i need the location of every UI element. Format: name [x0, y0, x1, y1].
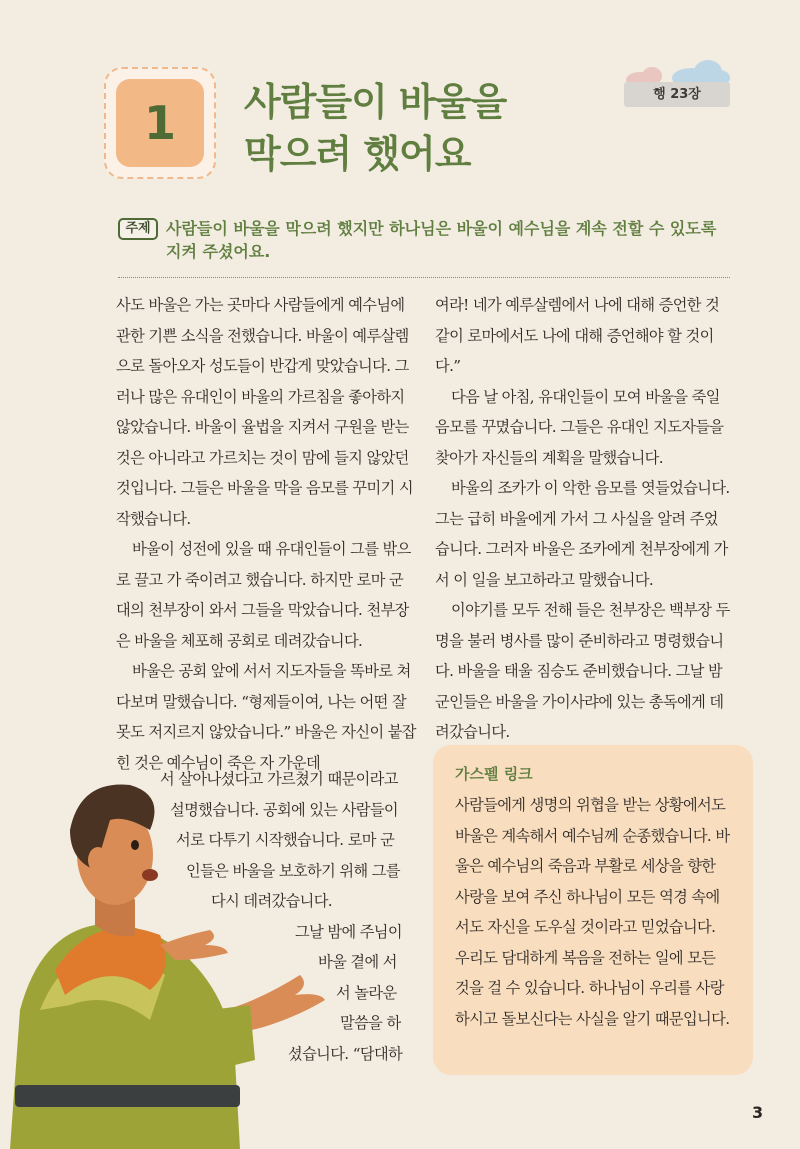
- right-paragraph-4: 이야기를 모두 전해 들은 천부장은 백부장 두 명을 불러 병사를 많이 준비하라고 명령했습니다. 바울을 태울 짐승도 준비했습니다. 그날 밤 군인들은 바울을 가이사랴에 있는 총독에게 데려갔습니다.: [435, 601, 730, 741]
- lesson-title: [244, 76, 604, 180]
- gospel-link-body: 사람들에게 생명의 위협을 받는 상황에서도 바울은 계속해서 예수님께 순종했습니다. 바울은 예수님의 죽음과 부활로 세상을 향한 사랑을 보여 주신 하나님이 모든 역경 속에서도 자신을 도우실 것이라고 믿었습니다. 우리도 담대하게 복음을 전하는 일에 모든 것을 걸 수 있습니다. 하나님이 우리를 사랑하시고 돌보신다는 사실을 알기 때문입니다.: [455, 796, 730, 1028]
- right-paragraph-3: 바울의 조카가 이 악한 음모를 엿들었습니다. 그는 급히 바울에게 가서 그 사실을 알려 주었습니다. 그러자 바울은 조카에게 천부장에게 가서 이 일을 보고하라고 말했습니다.: [435, 479, 730, 589]
- lesson-title-line1: 사람들이 바울을: [244, 80, 507, 124]
- gospel-link-box: [433, 745, 753, 1075]
- lesson-title-line2: 막으려 했어요: [244, 132, 471, 176]
- wrap-line: 셨습니다. “담대하: [288, 1045, 403, 1063]
- left-paragraph-2: 바울이 성전에 있을 때 유대인들이 그를 밖으로 끌고 가 죽이려고 했습니다. 하지만 로마 군대의 천부장이 와서 그들을 막았습니다. 천부장은 바울을 체포해 공회로 데려갔습니다.: [116, 540, 411, 650]
- dotted-divider: [118, 277, 730, 278]
- theme-text: 사람들이 바울을 막으려 했지만 하나님은 바울이 예수님을 계속 전할 수 있도록 지켜 주셨어요.: [166, 219, 717, 261]
- right-column: [435, 290, 731, 748]
- wrap-line: 그날 밤에 주님이: [295, 923, 402, 941]
- wrap-line: 서 살아나셨다고 가르쳤기 때문이라고: [160, 770, 398, 788]
- wrap-line: 서로 다투기 시작했습니다. 로마 군: [176, 831, 395, 849]
- left-column: [116, 290, 416, 778]
- gospel-link-title: 가스펠 링크: [455, 765, 533, 783]
- right-paragraph-1: 여라! 네가 예루살렘에서 나에 대해 증언한 것 같이 로마에서도 나에 대해 증언해야 할 것이다.”: [435, 296, 720, 375]
- left-paragraph-3: 바울은 공회 앞에 서서 지도자들을 똑바로 쳐다보며 말했습니다. “형제들이여, 나는 어떤 잘못도 저지르지 않았습니다.” 바울은 자신이 붙잡힌 것은 예수님이 죽은 자 가운데: [116, 662, 416, 772]
- wrap-line: 인들은 바울을 보호하기 위해 그를: [186, 862, 400, 880]
- wrap-line: 다시 데려갔습니다.: [211, 892, 333, 910]
- wrap-line: 바울 곁에 서: [318, 953, 397, 971]
- lesson-number: 1: [116, 79, 204, 167]
- theme-label: 주제: [118, 218, 158, 240]
- left-paragraph-1: 사도 바울은 가는 곳마다 사람들에게 예수님에 관한 기쁜 소식을 전했습니다. 바울이 예루살렘으로 돌아오자 성도들이 반갑게 맞았습니다. 그러나 많은 유대인이 바울의 가르침을 좋아하지 않았습니다. 바울이 율법을 지켜서 구원을 받는 것은 아니라고 가르치는 것이 맘에 들지 않았던 것입니다. 그들은 바울을 막을 음모를 꾸미기 시작했습니다.: [116, 296, 413, 528]
- wrap-line: 말씀을 하: [340, 1014, 401, 1032]
- wrap-line: 서 놀라운: [336, 984, 397, 1002]
- lesson-number-badge: [104, 67, 216, 179]
- paul-illustration: [0, 760, 340, 1149]
- page-number: 3: [752, 1103, 764, 1122]
- wrap-line: 설명했습니다. 공회에 있는 사람들이: [170, 801, 398, 819]
- scripture-reference: 행 23장: [624, 82, 730, 107]
- right-paragraph-2: 다음 날 아침, 유대인들이 모여 바울을 죽일 음모를 꾸몄습니다. 그들은 유대인 지도자들을 찾아가 자신들의 계획을 말했습니다.: [435, 387, 724, 467]
